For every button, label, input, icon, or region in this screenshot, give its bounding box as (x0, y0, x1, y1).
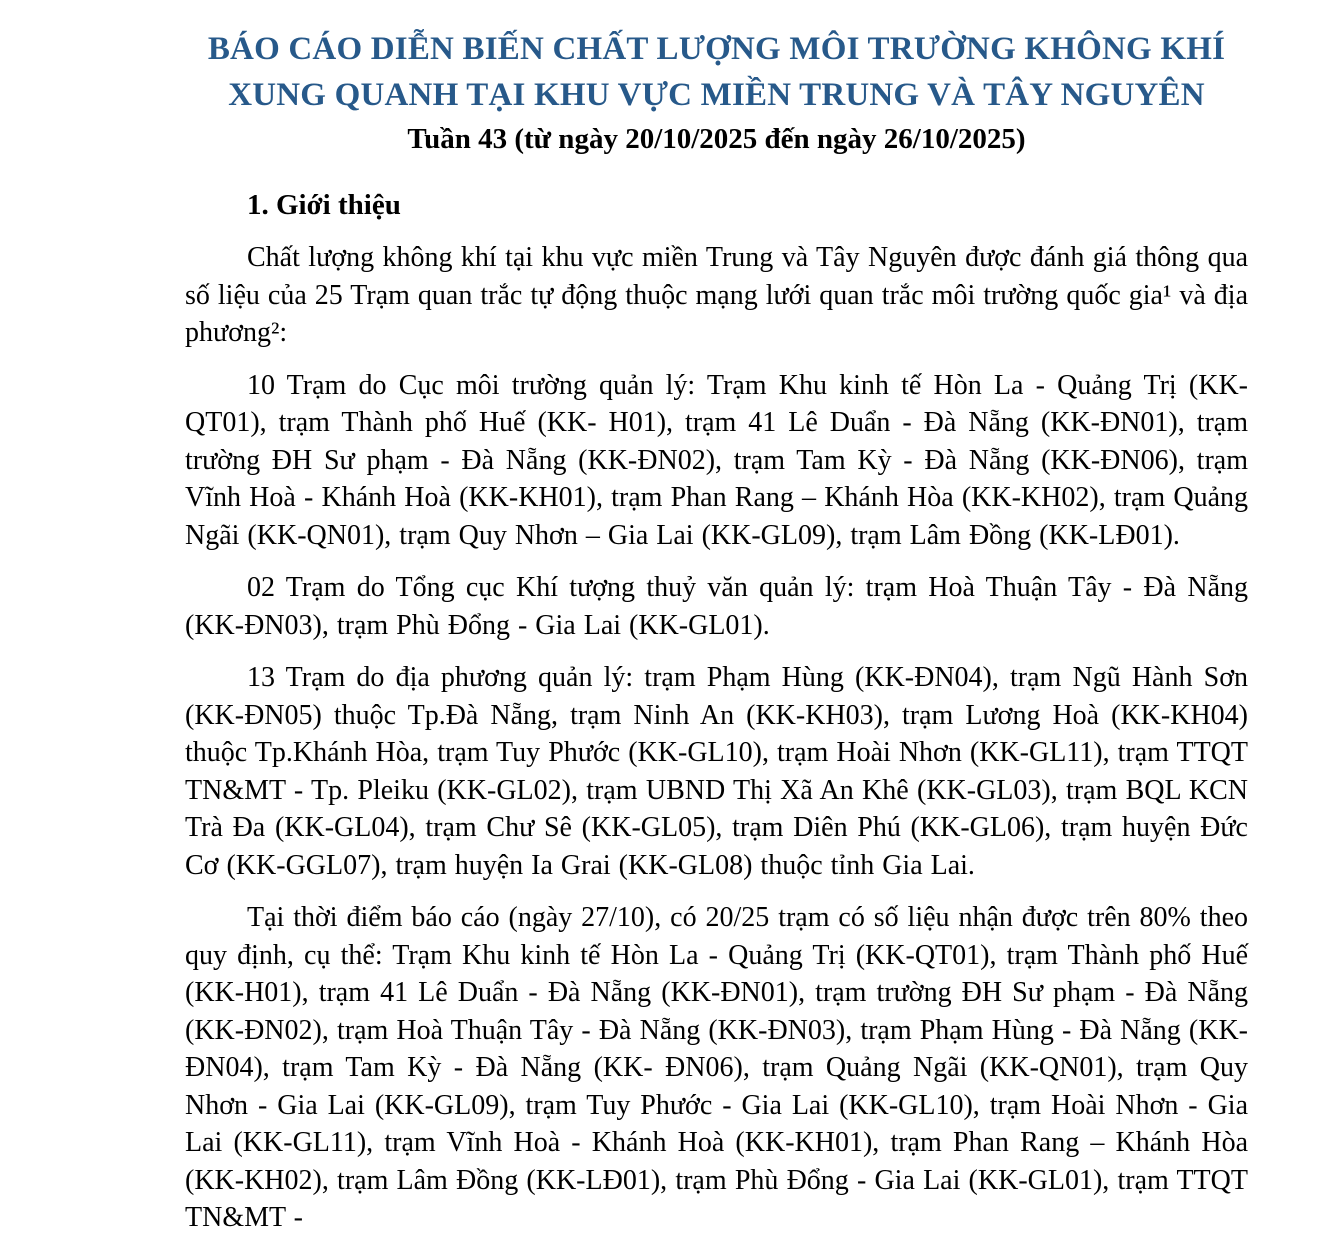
section-heading-introduction: 1. Giới thiệu (247, 189, 401, 221)
report-subtitle: Tuần 43 (từ ngày 20/10/2025 đến ngày 26/10/2025) (407, 123, 1026, 155)
report-title-line-2: XUNG QUANH TẠI KHU VỰC MIỀN TRUNG VÀ TÂY NGUYÊN (228, 77, 1205, 113)
paragraph: 10 Trạm do Cục môi trường quản lý: Trạm Khu kinh tế Hòn La - Quảng Trị (KK-QT01), trạm Thành phố Huế (KK- H01), trạm 41 Lê Duẩn - Đà Nẵng (KK-ĐN01), trạm trường ĐH Sư phạm - Đà Nẵng (KK-ĐN02), trạm Tam Kỳ - Đà Nẵng (KK-ĐN06), trạm Vĩnh Hoà - Khánh Hoà (KK-KH01), trạm Phan Rang – Khánh Hòa (KK-KH02), trạm Quảng Ngãi (KK-QN01), trạm Quy Nhơn – Gia Lai (KK-GL09), trạm Lâm Đồng (KK-LĐ01). (185, 369, 1248, 551)
paragraph: 02 Trạm do Tổng cục Khí tượng thuỷ văn quản lý: trạm Hoà Thuận Tây - Đà Nẵng (KK-ĐN03), trạm Phù Đổng - Gia Lai (KK-GL01). (185, 572, 1248, 641)
report-title-line-1: BÁO CÁO DIỄN BIẾN CHẤT LƯỢNG MÔI TRƯỜNG KHÔNG KHÍ (207, 31, 1226, 67)
paragraph: 13 Trạm do địa phương quản lý: trạm Phạm Hùng (KK-ĐN04), trạm Ngũ Hành Sơn (KK-ĐN05) thuộc Tp.Đà Nẵng, trạm Ninh An (KK-KH03), trạm Lương Hoà (KK-KH04) thuộc Tp.Khánh Hòa, trạm Tuy Phước (KK-GL10), trạm Hoài Nhơn (KK-GL11), trạm TTQT TN&MT - Tp. Pleiku (KK-GL02), trạm UBND Thị Xã An Khê (KK-GL03), trạm BQL KCN Trà Đa (KK-GL04), trạm Chư Sê (KK-GL05), trạm Diên Phú (KK-GL06), trạm huyện Đức Cơ (KK-GGL07), trạm huyện Ia Grai (KK-GL08) thuộc tỉnh Gia Lai. (185, 662, 1248, 881)
section-body (185, 239, 1248, 1237)
paragraph: Tại thời điểm báo cáo (ngày 27/10), có 20/25 trạm có số liệu nhận được trên 80% theo quy định, cụ thể: Trạm Khu kinh tế Hòn La - Quảng Trị (KK-QT01), trạm Thành phố Huế (KK-H01), trạm 41 Lê Duẩn - Đà Nẵng (KK-ĐN01), trạm trường ĐH Sư phạm - Đà Nẵng (KK-ĐN02), trạm Hoà Thuận Tây - Đà Nẵng (KK-ĐN03), trạm Phạm Hùng - Đà Nẵng (KK-ĐN04), trạm Tam Kỳ - Đà Nẵng (KK- ĐN06), trạm Quảng Ngãi (KK-QN01), trạm Quy Nhơn - Gia Lai (KK-GL09), trạm Tuy Phước - Gia Lai (KK-GL10), trạm Hoài Nhơn - Gia Lai (KK-GL11), trạm Vĩnh Hoà - Khánh Hoà (KK-KH01), trạm Phan Rang – Khánh Hòa (KK-KH02), trạm Lâm Đồng (KK-LĐ01), trạm Phù Đổng - Gia Lai (KK-GL01), trạm TTQT TN&MT - (185, 902, 1248, 1233)
paragraph: Chất lượng không khí tại khu vực miền Trung và Tây Nguyên được đánh giá thông qua số liệu của 25 Trạm quan trắc tự động thuộc mạng lưới quan trắc môi trường quốc gia¹ và địa phương²: (185, 242, 1248, 348)
report-title (185, 26, 1248, 118)
